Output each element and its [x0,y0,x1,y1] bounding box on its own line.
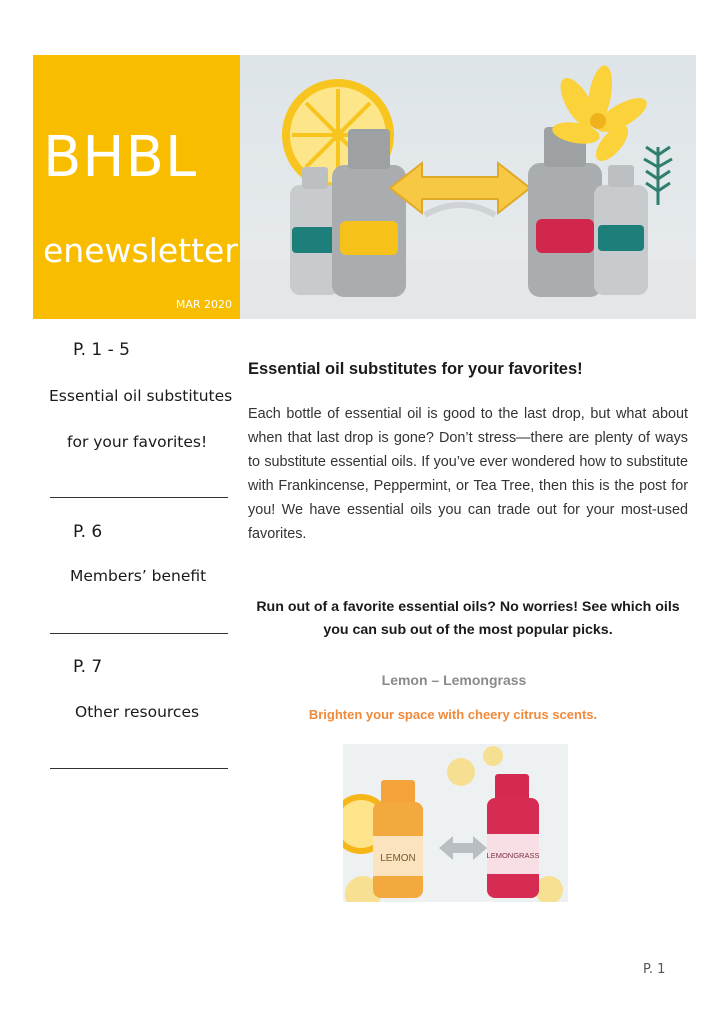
masthead [33,55,240,319]
toc-page-number: P. 6 [73,522,103,542]
toc-divider [50,768,228,769]
toc-item-title: Essential oil substitutes [49,387,233,405]
toc-item-title: for your favorites! [67,433,208,451]
lemon-lemongrass-image [343,744,568,902]
article-callout: Run out of a favorite essential oils? No worries! See which oils you can sub out of the most popular picks. [256,599,680,638]
toc-page-number: P. 1 - 5 [73,340,130,360]
lemon-label: LEMON [380,853,416,864]
page-number: P. 1 [643,962,666,977]
hero-illustration [240,55,696,319]
lemongrass-label: LEMONGRASS [486,851,540,860]
issue-date: MAR 2020 [175,298,232,311]
article-body: Each bottle of essential oil is good to the last drop, but what about when that last drop is gone? Don’t stress—there are plenty of ways to substitute essential oils. If you’ve ever wondered how to substitute with Frankincense, Peppermint, or Tea Tree, then this is the post for you! We have essential oils you can trade out for your most-used favorites. [248,406,688,542]
oil-pair-tagline: Brighten your space with cheery citrus scents. [308,707,598,722]
toc-item-title: Other resources [75,703,200,721]
article-headline: Essential oil substitutes for your favorites! [248,360,583,378]
toc-page-number: P. 7 [73,657,103,677]
newsletter-title: BHBL [43,125,198,190]
toc-item-title: Members’ benefit [70,567,207,585]
toc-divider [50,497,228,498]
toc-divider [50,633,228,634]
newsletter-subtitle: enewsletter [43,231,238,270]
oil-pair-title: Lemon – Lemongrass [381,672,527,688]
